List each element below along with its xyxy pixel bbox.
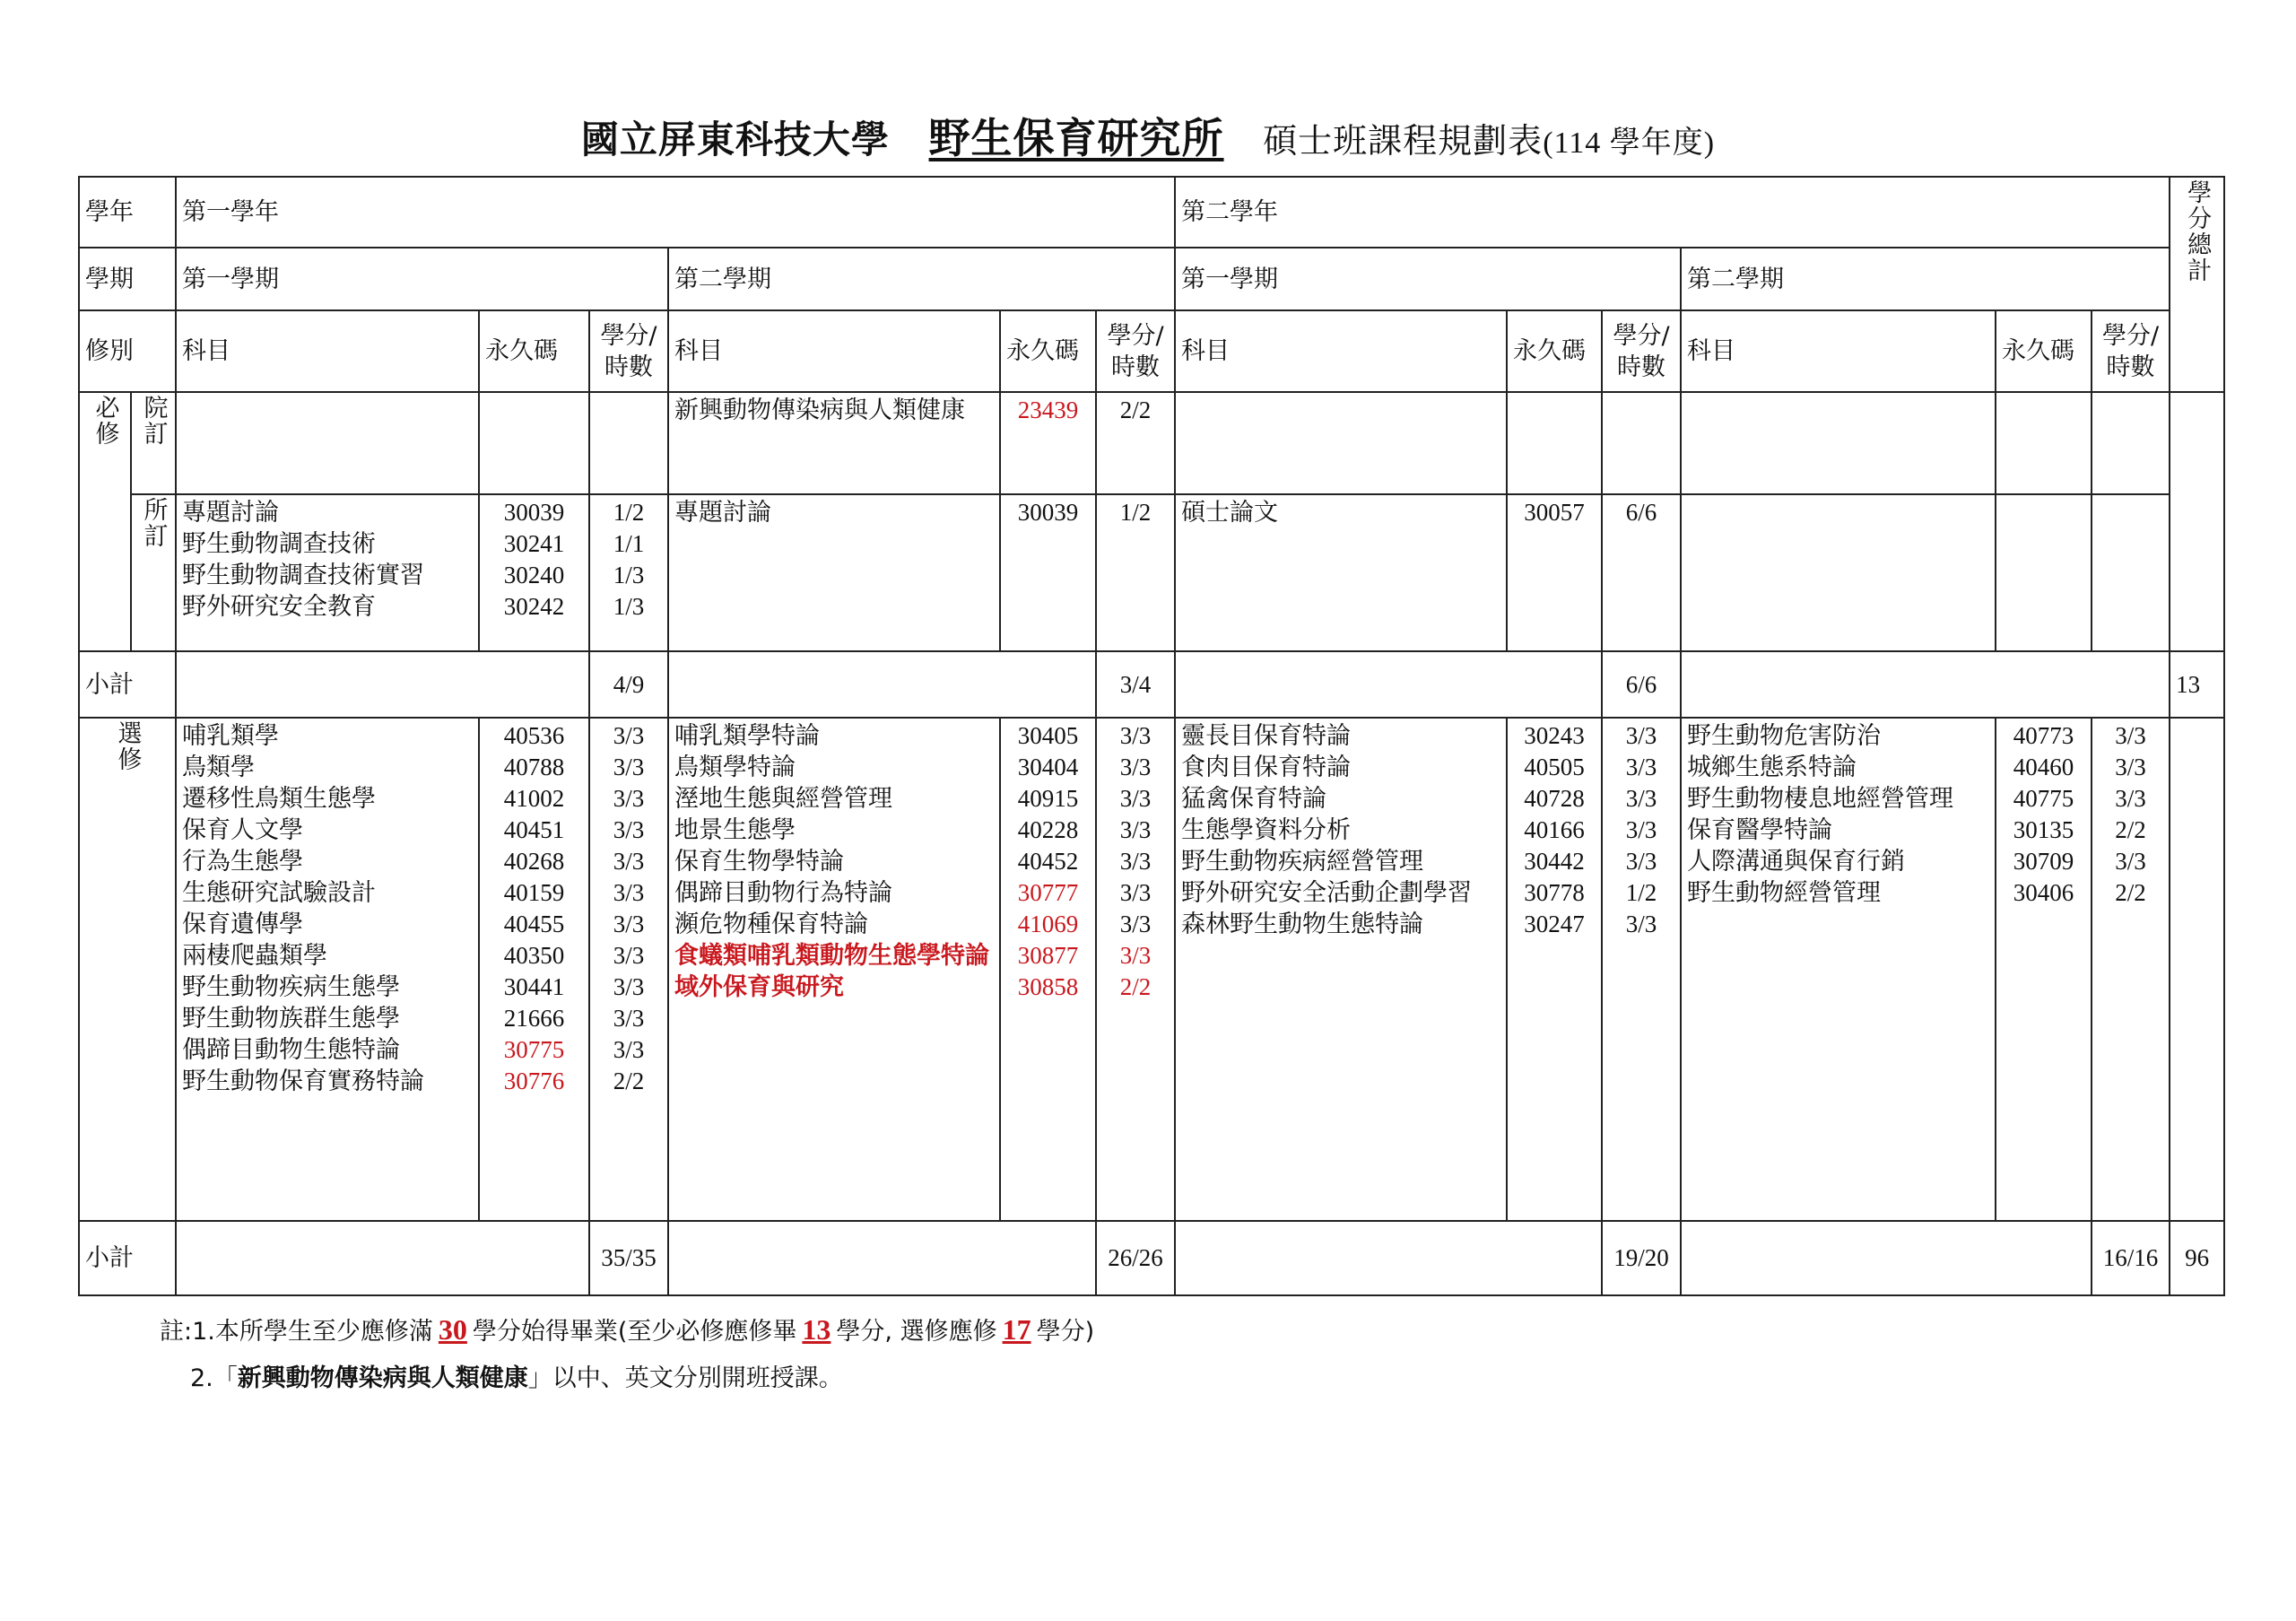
course-name: 猛禽保育特論 xyxy=(1181,785,1327,813)
elective-y2s2-credits xyxy=(2092,718,2170,1221)
course-credit: 3/3 xyxy=(613,1005,645,1032)
course-code: 40228 xyxy=(1017,816,1079,843)
course-credit: 3/3 xyxy=(613,754,645,780)
course-name: 生態學資料分析 xyxy=(1181,816,1352,844)
course-credit: 2/2 xyxy=(613,1068,645,1094)
course-name: 野生動物疾病生態學 xyxy=(182,973,400,1001)
required-subtotal-y1s2: 3/4 xyxy=(1096,651,1175,718)
type-label: 修別 xyxy=(79,310,176,392)
elective-y2s1-codes xyxy=(1507,718,1602,1221)
course-credit: 1/1 xyxy=(613,530,645,557)
credits-header: 學分/時數 xyxy=(589,310,668,392)
course-code: 30441 xyxy=(503,973,565,1000)
elective-subtotal-y1s2: 26/26 xyxy=(1096,1221,1175,1295)
course-code: 30135 xyxy=(2013,816,2074,843)
note-2: 2.「新興動物傳染病與人類健康」以中、英文分別開班授課。 xyxy=(190,1364,843,1392)
course-credit: 1/3 xyxy=(613,562,645,588)
course-code: 30775 xyxy=(503,1036,565,1063)
course-name: 野外研究安全活動企劃學習 xyxy=(1181,879,1473,907)
course-code: 40536 xyxy=(503,722,565,749)
course-credit: 3/3 xyxy=(613,942,645,969)
course-credit: 3/3 xyxy=(613,879,645,906)
elective-y2s1-names xyxy=(1175,718,1507,1221)
course-code: 30776 xyxy=(503,1068,565,1094)
required-dept-row xyxy=(79,494,2224,651)
course-code: 40455 xyxy=(503,911,565,937)
year1-header: 第一學年 xyxy=(176,177,1175,248)
note-course-name: 新興動物傳染病與人類健康 xyxy=(237,1364,528,1392)
course-credit: 3/3 xyxy=(1119,816,1152,843)
course-code: 30241 xyxy=(503,530,565,557)
min-required-credits: 13 xyxy=(802,1313,831,1346)
course-credit: 1/2 xyxy=(1119,499,1152,526)
notes xyxy=(160,1306,1094,1402)
course-credit: 3/3 xyxy=(613,722,645,749)
course-code: 40775 xyxy=(2013,785,2074,812)
subtotal-label: 小計 xyxy=(79,1221,176,1295)
course-name: 野生動物調查技術 xyxy=(182,530,376,558)
dept-y1s2-codes xyxy=(1000,494,1096,651)
elective-subtotal-row xyxy=(79,1221,2224,1295)
course-credit: 3/3 xyxy=(1119,942,1152,969)
required-subtotal-total: 13 xyxy=(2170,651,2224,718)
course-credit: 2/2 xyxy=(2115,879,2146,906)
course-credit: 3/3 xyxy=(613,973,645,1000)
course-code: 40451 xyxy=(503,816,565,843)
total-credits-header: 學分總計 xyxy=(2170,177,2224,392)
semester-label: 學期 xyxy=(79,248,176,310)
course-credit: 3/3 xyxy=(1625,816,1657,843)
dept-y1s1-credits xyxy=(589,494,668,651)
subject-header: 科目 xyxy=(668,310,1000,392)
course-credit: 3/3 xyxy=(613,785,645,812)
elective-row xyxy=(79,718,2224,1221)
course-code: 30858 xyxy=(1017,973,1079,1000)
course-credit: 2/2 xyxy=(2115,816,2146,843)
course-credit: 1/2 xyxy=(1625,879,1657,906)
credits-header: 學分/時數 xyxy=(1096,310,1175,392)
course-code: 40773 xyxy=(2013,722,2074,749)
y2-sem1-header: 第一學期 xyxy=(1175,248,1681,310)
department-name: 野生保育研究所 xyxy=(928,114,1224,162)
course-credit: 3/3 xyxy=(1119,848,1152,875)
course-name: 鳥類學 xyxy=(182,754,255,781)
course-credit: 3/3 xyxy=(1625,754,1657,780)
credits-header: 學分/時數 xyxy=(1602,310,1681,392)
dept-y2s1-credits xyxy=(1602,494,1681,651)
course-name: 保育醫學特論 xyxy=(1687,816,1833,844)
course-name: 靈長目保育特論 xyxy=(1181,722,1352,750)
dept-y1s1-codes xyxy=(479,494,589,651)
course-code: 40788 xyxy=(503,754,565,780)
course-name: 瀕危物種保育特論 xyxy=(674,911,868,938)
elective-y1s2-credits xyxy=(1096,718,1175,1221)
course-code: 30404 xyxy=(1017,754,1079,780)
course-code: 30039 xyxy=(503,499,565,526)
course-credit: 3/3 xyxy=(1625,848,1657,875)
course-name: 域外保育與研究 xyxy=(674,973,844,1001)
course-name: 野生動物危害防治 xyxy=(1687,722,1882,750)
course-credit: 1/2 xyxy=(613,499,645,526)
year-label: 學年 xyxy=(79,177,176,248)
subject-header: 科目 xyxy=(1681,310,1996,392)
y1-sem1-header: 第一學期 xyxy=(176,248,668,310)
course-name: 保育生物學特論 xyxy=(674,848,844,876)
page-title xyxy=(0,106,2296,165)
subject-header: 科目 xyxy=(176,310,479,392)
year-header-row xyxy=(79,177,2224,248)
elective-y1s1-credits xyxy=(589,718,668,1221)
required-subtotal-y1s1: 4/9 xyxy=(589,651,668,718)
dept-y1s1-names xyxy=(176,494,479,651)
course-name: 兩棲爬蟲類學 xyxy=(182,942,327,970)
code-header: 永久碼 xyxy=(479,310,589,392)
course-credit: 3/3 xyxy=(2115,848,2146,875)
subject-header: 科目 xyxy=(1175,310,1507,392)
course-credit: 6/6 xyxy=(1625,499,1657,526)
code-header: 永久碼 xyxy=(1000,310,1096,392)
course-credit: 3/3 xyxy=(2115,785,2146,812)
required-college-row xyxy=(79,392,2224,494)
course-name: 專題討論 xyxy=(182,499,279,527)
course-name: 城鄉生態系特論 xyxy=(1687,754,1857,781)
course-credit: 3/3 xyxy=(613,848,645,875)
required-label: 必修 xyxy=(79,392,131,651)
course-name: 野生動物疾病經營管理 xyxy=(1181,848,1424,876)
course-code: 30442 xyxy=(1524,848,1585,875)
curriculum-table xyxy=(78,176,2225,1296)
y2-sem2-header: 第二學期 xyxy=(1681,248,2170,310)
course-code: 30240 xyxy=(503,562,565,588)
elective-y2s1-credits xyxy=(1602,718,1681,1221)
year2-header: 第二學年 xyxy=(1175,177,2170,248)
course-name: 溼地生態與經營管理 xyxy=(674,785,892,813)
course-credit: 3/3 xyxy=(1119,785,1152,812)
course-name: 野外研究安全教育 xyxy=(182,593,376,621)
course-credit: 3/3 xyxy=(1119,722,1152,749)
course-name: 野生動物調查技術實習 xyxy=(182,562,424,589)
course-code: 30406 xyxy=(2013,879,2074,906)
course-code: 40460 xyxy=(2013,754,2074,780)
course-code: 30243 xyxy=(1524,722,1585,749)
elective-y1s2-codes xyxy=(1000,718,1096,1221)
y1-sem2-header: 第二學期 xyxy=(668,248,1175,310)
min-elective-credits: 17 xyxy=(1002,1313,1031,1346)
course-code: 30405 xyxy=(1017,722,1079,749)
dept-y2s1-codes xyxy=(1507,494,1602,651)
course-code: 30778 xyxy=(1524,879,1585,906)
elective-subtotal-y2s1: 19/20 xyxy=(1602,1221,1681,1295)
course-credit: 3/3 xyxy=(2115,722,2146,749)
plan-title: 碩士班課程規劃表 xyxy=(1263,121,1544,161)
min-total-credits: 30 xyxy=(438,1313,467,1346)
elective-y1s2-names xyxy=(668,718,1000,1221)
course-credit: 3/3 xyxy=(1625,911,1657,937)
course-credit: 3/3 xyxy=(613,816,645,843)
course-name: 野生動物保育實務特論 xyxy=(182,1068,424,1095)
college-course-code: 23439 xyxy=(1000,392,1096,494)
elective-y2s2-names xyxy=(1681,718,1996,1221)
course-code: 40350 xyxy=(503,942,565,969)
course-code: 30247 xyxy=(1524,911,1585,937)
course-code: 40915 xyxy=(1017,785,1079,812)
note-1: 註:1.本所學生至少應修滿 30 學分始得畢業(至少必修應修畢 13 學分, 選修應修 17 學分) xyxy=(160,1313,1095,1346)
column-header-row xyxy=(79,310,2224,392)
course-name: 偶蹄目動物生態特論 xyxy=(182,1036,400,1064)
course-code: 30777 xyxy=(1017,879,1079,906)
code-header: 永久碼 xyxy=(1996,310,2092,392)
course-name: 野生動物棲息地經營管理 xyxy=(1687,785,1954,813)
course-name: 食肉目保育特論 xyxy=(1181,754,1352,781)
course-name: 保育人文學 xyxy=(182,816,303,844)
dept-y2s1-names xyxy=(1175,494,1507,651)
college-course-credit: 2/2 xyxy=(1096,392,1175,494)
course-code: 30877 xyxy=(1017,942,1079,969)
course-name: 生態研究試驗設計 xyxy=(182,879,376,907)
academic-year: (114 學年度) xyxy=(1543,126,1716,160)
course-credit: 3/3 xyxy=(1119,911,1152,937)
course-credit: 2/2 xyxy=(1119,973,1152,1000)
course-name: 野生動物經營管理 xyxy=(1687,879,1882,907)
college-course-name: 新興動物傳染病與人類健康 xyxy=(668,392,1000,494)
dept-y1s2-names xyxy=(668,494,1000,651)
course-code: 30057 xyxy=(1524,499,1585,526)
course-name: 鳥類學特論 xyxy=(674,754,796,781)
course-code: 40268 xyxy=(503,848,565,875)
elective-label: 選修 xyxy=(79,718,176,1221)
required-subtotal-y2s1: 6/6 xyxy=(1602,651,1681,718)
course-credit: 3/3 xyxy=(1119,879,1152,906)
semester-header-row xyxy=(79,248,2224,310)
course-credit: 3/3 xyxy=(613,1036,645,1063)
school-name: 國立屏東科技大學 xyxy=(580,118,890,161)
course-credit: 3/3 xyxy=(613,911,645,937)
elective-y2s2-codes xyxy=(1996,718,2092,1221)
dept-y1s2-credits xyxy=(1096,494,1175,651)
course-credit: 3/3 xyxy=(2115,754,2146,780)
course-name: 哺乳類學 xyxy=(182,722,279,750)
course-name: 保育遺傳學 xyxy=(182,911,303,938)
course-name: 遷移性鳥類生態學 xyxy=(182,785,376,813)
course-code: 21666 xyxy=(503,1005,565,1032)
course-code: 40505 xyxy=(1524,754,1585,780)
course-name: 專題討論 xyxy=(674,499,771,527)
subtotal-label: 小計 xyxy=(79,651,176,718)
course-code: 41002 xyxy=(503,785,565,812)
credits-header: 學分/時數 xyxy=(2092,310,2170,392)
course-credit: 3/3 xyxy=(1119,754,1152,780)
code-header: 永久碼 xyxy=(1507,310,1602,392)
elective-y1s1-names xyxy=(176,718,479,1221)
course-name: 偶蹄目動物行為特論 xyxy=(674,879,892,907)
required-subtotal-row xyxy=(79,651,2224,718)
course-credit: 3/3 xyxy=(1625,785,1657,812)
elective-y1s1-codes xyxy=(479,718,589,1221)
course-name: 野生動物族群生態學 xyxy=(182,1005,400,1033)
course-code: 40159 xyxy=(503,879,565,906)
course-name: 哺乳類學特論 xyxy=(674,722,820,750)
elective-subtotal-y2s2: 16/16 xyxy=(2092,1221,2170,1295)
course-code: 40728 xyxy=(1524,785,1585,812)
course-code: 30242 xyxy=(503,593,565,620)
course-name: 人際溝通與保育行銷 xyxy=(1687,848,1906,876)
course-name: 行為生態學 xyxy=(182,848,303,876)
course-name: 森林野生動物生態特論 xyxy=(1181,911,1424,938)
elective-subtotal-y1s1: 35/35 xyxy=(589,1221,668,1295)
elective-subtotal-total: 96 xyxy=(2170,1221,2224,1295)
course-code: 40166 xyxy=(1524,816,1585,843)
course-name: 食蟻類哺乳類動物生態學特論 xyxy=(674,942,989,970)
course-code: 30039 xyxy=(1017,499,1079,526)
course-code: 41069 xyxy=(1017,911,1079,937)
dept-required-label: 所訂 xyxy=(131,494,176,651)
course-code: 30709 xyxy=(2013,848,2074,875)
course-credit: 1/3 xyxy=(613,593,645,620)
course-name: 地景生態學 xyxy=(674,816,796,844)
course-code: 40452 xyxy=(1017,848,1079,875)
college-required-label: 院訂 xyxy=(131,392,176,494)
course-credit: 3/3 xyxy=(1625,722,1657,749)
course-name: 碩士論文 xyxy=(1181,499,1279,527)
